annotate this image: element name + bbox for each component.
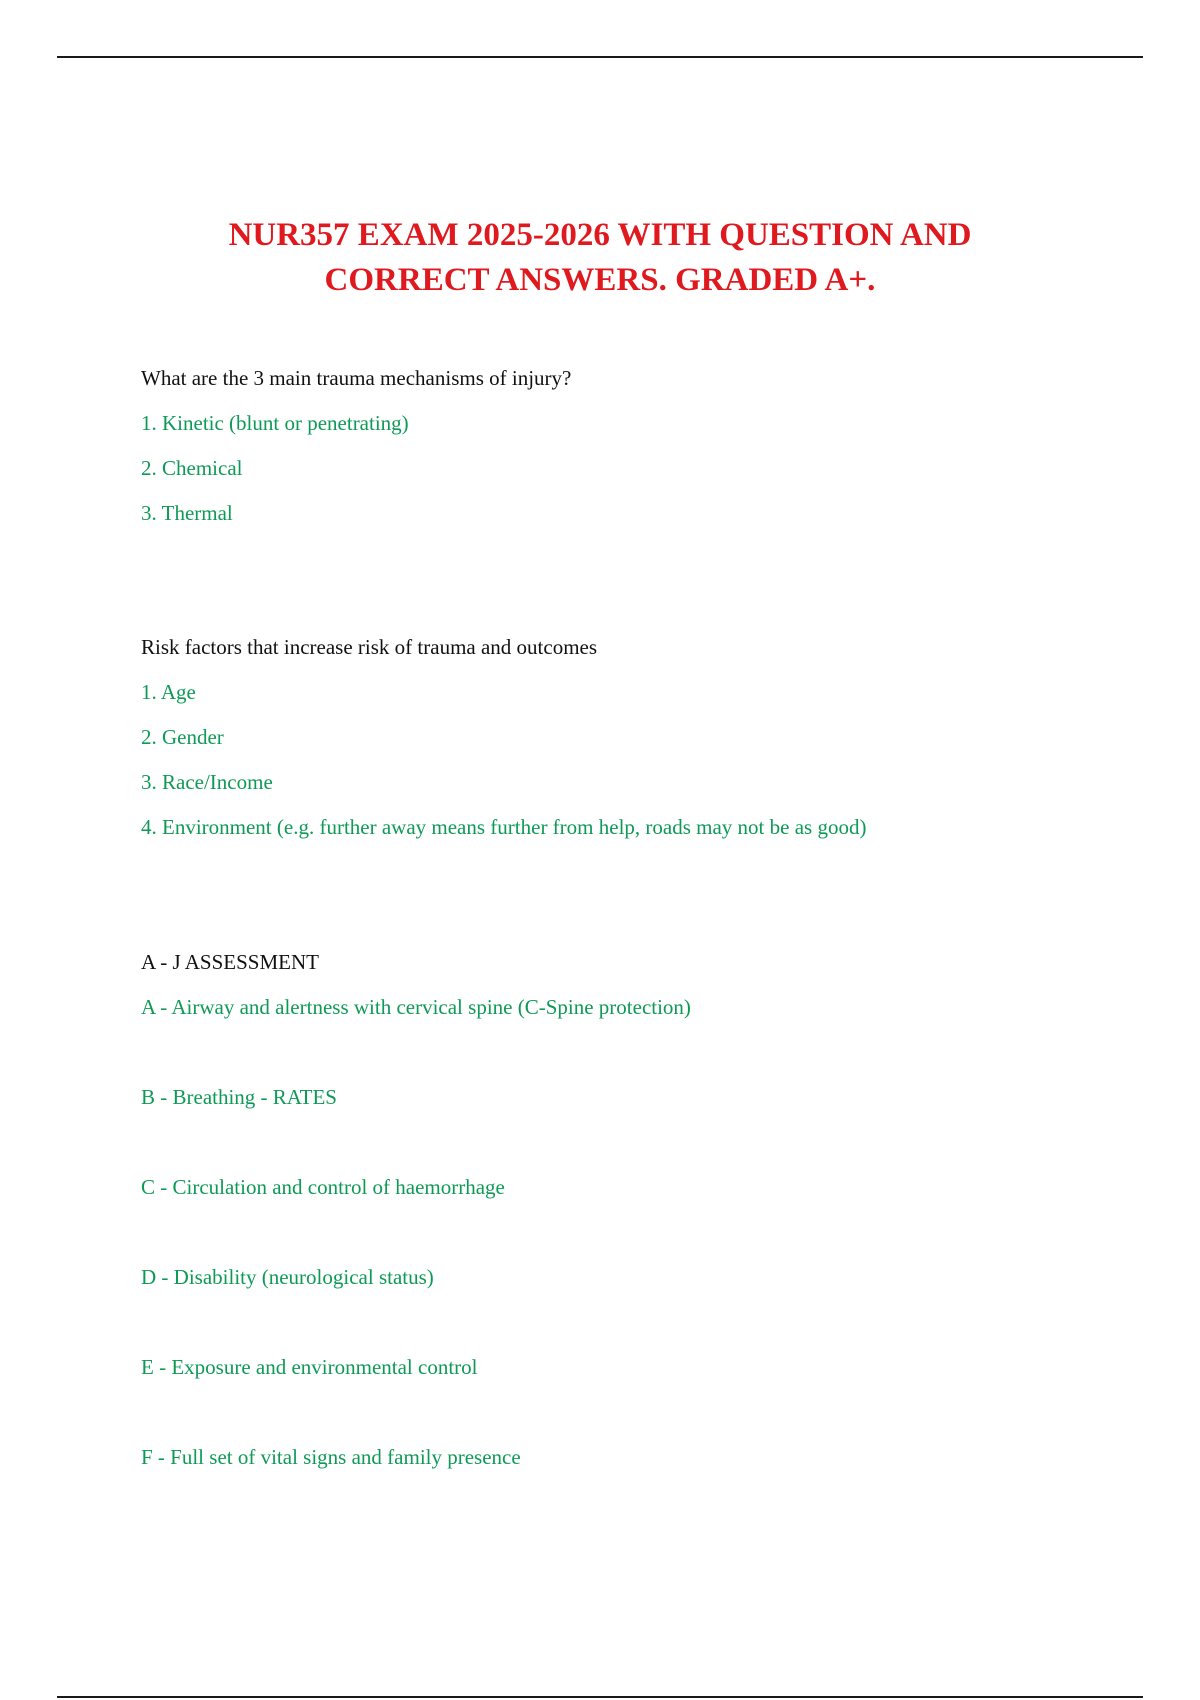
answer-item: A - Airway and alertness with cervical spine (C-Spine protection) [141, 995, 691, 1019]
answer-item: 1. Age [141, 680, 196, 704]
answer-item: 1. Kinetic (blunt or penetrating) [141, 411, 409, 435]
answer-item: 3. Race/Income [141, 770, 273, 794]
question-text: A - J ASSESSMENT [141, 950, 319, 974]
footer-rule [57, 1696, 1143, 1698]
title-line-1: NUR357 EXAM 2025-2026 WITH QUESTION AND [228, 217, 972, 253]
answer-item: F - Full set of vital signs and family presence [141, 1445, 521, 1469]
answer-item: B - Breathing - RATES [141, 1085, 337, 1109]
header-rule [57, 56, 1143, 58]
question-text: What are the 3 main trauma mechanisms of injury? [141, 366, 572, 390]
answer-item: 3. Thermal [141, 501, 233, 525]
answer-item: 2. Gender [141, 725, 224, 749]
answer-item: 2. Chemical [141, 456, 243, 480]
answer-item: 4. Environment (e.g. further away means further from help, roads may not be as good) [141, 815, 867, 839]
answer-item: E - Exposure and environmental control [141, 1355, 478, 1379]
answer-item: C - Circulation and control of haemorrhage [141, 1175, 505, 1199]
answer-item: D - Disability (neurological status) [141, 1265, 434, 1289]
question-text: Risk factors that increase risk of trauma and outcomes [141, 635, 598, 659]
title-line-2: CORRECT ANSWERS. GRADED A+. [324, 262, 876, 298]
document-title [100, 213, 1100, 303]
